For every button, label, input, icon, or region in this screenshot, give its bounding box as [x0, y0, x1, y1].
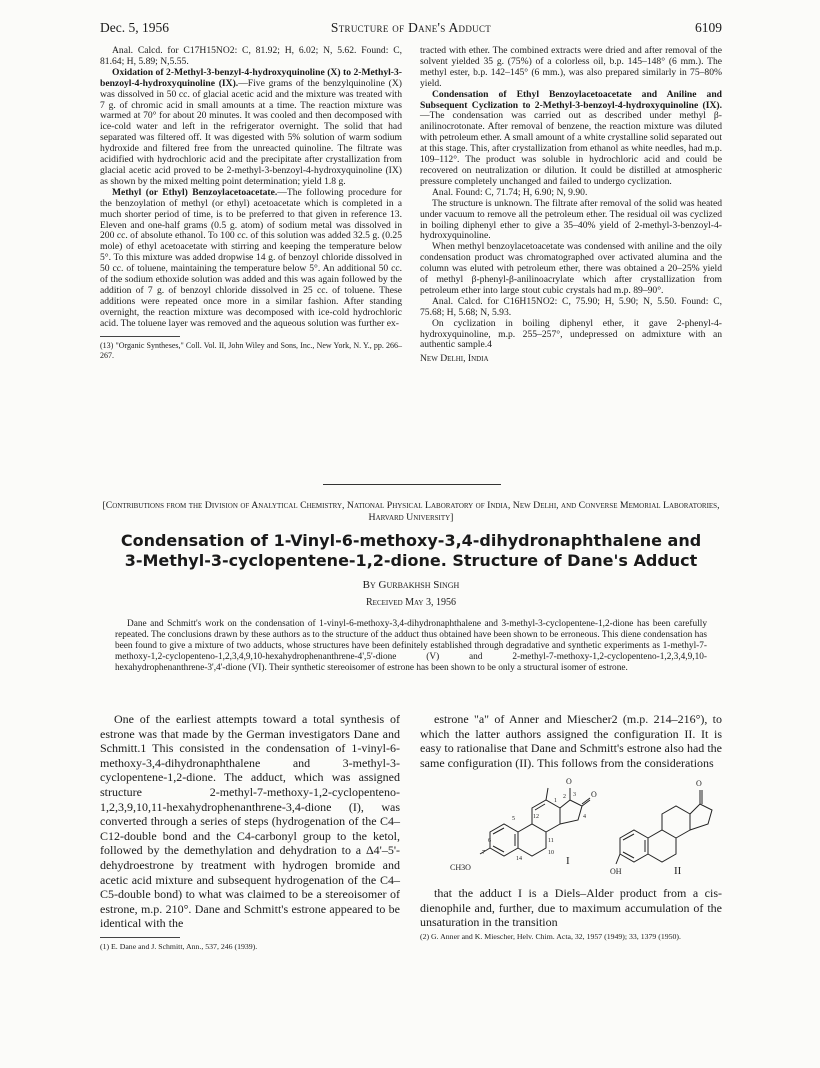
- continuation-paragraph: estrone "a" of Anner and Miescher2 (m.p. 214–216°), to which the latter authors assigned the configuration II. It is easy to rationalise that Dane and Schmitt's estrone also had the same configuration (II). This follows from the considerations: [420, 712, 722, 770]
- oxidation-heading: Oxidation of 2-Methyl-3-benzyl-4-hydroxyquinoline (X) to 2-Methyl-3-benzoyl-4-hydroxyquinoline (IX).: [100, 66, 402, 89]
- methyl-text: —The following procedure for the benzoylation of methyl (or ethyl) acetoacetate which is completed in a much shorter period of time, is to be preferred to that given in reference 13. Eleven and one-half grams (0.5 g. atom) of sodium metal was dissolved in 200 cc. of absolute ethanol. To 100 cc. of this solution was added 32.5 g. (0.25 mole) of ethyl acetoacetate with stirring and keeping the temperature below 5°. To this mixture was added dropwise 14 g. of benzoyl chloride dissolved in 50 cc. of toluene, maintaining the temperature below 5°. An additional 50 cc. of the sodium ethoxide solution was added and this was again followed by the addition of 7 g. of benzoyl chloride dissolved in 25 cc. of toluene. These additions were repeated once more in a similar fashion. After standing overnight, the reaction mixture was decomposed with ice-cold hydrochloric acid. The toluene layer was removed and the aqueous solution was further ex-: [100, 186, 402, 329]
- num-5: 5: [512, 816, 515, 822]
- extraction-paragraph: tracted with ether. The combined extracts were dried and after removal of the solvent yielded 35 g. (75%) of a colorless oil, b.p. 145–148° (6 mm.). The methyl ester, b.p. 142–145° (6 mm.), was also prepared similarly in 75–80% yield.: [420, 45, 722, 89]
- article-separator: [323, 484, 501, 485]
- num-6: 6: [488, 838, 491, 844]
- title-line-1: Condensation of 1-Vinyl-6-methoxy-3,4-dihydronaphthalene and: [120, 531, 702, 550]
- author-line: By Gurbakhsh Singh: [362, 579, 460, 591]
- cyclization-paragraph: On cyclization in boiling diphenyl ether, it gave 2-phenyl-4-hydroxyquinoline, m.p. 255–257°, undepressed on admixture with an authentic sample.4: [420, 317, 722, 351]
- article-title: [100, 531, 722, 571]
- methyl-heading: Methyl (or Ethyl) Benzoylacetoacetate.: [112, 186, 278, 198]
- label-II: II: [674, 865, 682, 877]
- abstract-text: Dane and Schmitt's work on the condensation of 1-vinyl-6-methoxy-3,4-dihydronaphthalene and 3-methyl-3-cyclopentene-1,2-dione has been carefully repeated. The conclusions drawn by these authors as to the structure of the adduct thus obtained have been shown to be erroneous. This diene condensation has been found to give a mixture of two adducts, whose structures have been definitely established through degradative and synthetic experiments as 1-methyl-7-methoxy-1,2-cyclopenteno-1,2,3,4,9,10-hexahydrophenanthrene-4',5'-dione (V) and 2-methyl-7-methoxy-1,2-cyclopenteno-1,2,3,4,9,10-hexahydrophenanthrene-3',4'-dione (VI). Their synthetic stereoisomer of estrone has been shown to be only a structural isomer of estrone.: [115, 619, 707, 673]
- place-line: New Delhi, India: [420, 353, 489, 365]
- experimental-right-column: [420, 46, 722, 365]
- header-running-title: Structure of Dane's Adduct: [330, 20, 492, 35]
- num-14: 14: [516, 856, 522, 862]
- oxidation-paragraph: [100, 68, 402, 188]
- structure-paragraph: The structure is unknown. The filtrate after removal of the solid was heated under vacuum to remove all the petroleum ether. The residual oil was cyclized in boiling diphenyl ether to give a 35–40% yield of 2-methyl-3-benzoyl-4-hydroxyquinoline.: [420, 197, 722, 242]
- label-O-2: O: [591, 790, 597, 799]
- num-4: 4: [583, 814, 586, 820]
- body-left-column: [100, 712, 400, 951]
- footnote-2: (2) G. Anner and K. Miescher, Helv. Chim. Acta, 32, 1957 (1949); 33, 1379 (1950).: [420, 931, 681, 941]
- condensation-heading: Condensation of Ethyl Benzoylacetoacetate and Aniline and Subsequent Cyclization to 2-Methyl-3-benzoyl-4-hydroxyquinoline (IX).: [420, 88, 722, 111]
- label-CH3O: CH3O: [450, 863, 471, 872]
- num-10: 10: [548, 850, 554, 856]
- intro-paragraph: One of the earliest attempts toward a total synthesis of estrone was that made by the German investigators Dane and Schmitt.1 This consisted in the condensation of 1-vinyl-6-methoxy-3,4-dihydronaphthalene and 3-methyl-3-cyclopentene-1,2-dione. The adduct, which was assigned structure 2-methyl-7-methoxy-1,2-cyclopenteno-1,2,3,9,10,11-hexahydrophenanthrene-3,4-dione (I), was converted through a series of steps (hydrogenation of the C4–C12-double bond and the C4-carbonyl group to the ketol, followed by the demethylation and dehydration to a Δ4'–5'-dehydroestrone by treatment with hydrogen bromide and acetic acid mixture and subsequent hydrogenation of the C4–C5-double bond) to what was claimed to be a stereoisomer of estrone, m.p. 210°. Dane and Schmitt's estrone appeared to be identical with the: [100, 712, 400, 931]
- num-3: 3: [573, 792, 576, 798]
- chromatography-paragraph: When methyl benzoylacetoacetate was condensed with aniline and the oily condensation product was chromatographed over activated alumina and the column was eluted with petroleum ether, there was obtained a 20–25% yield of methyl β-phenyl-β-anilinoacrylate which after crystallization from petroleum ether into large stout cubic crystals had m.p. 89–90°.: [420, 241, 722, 296]
- oxidation-text: —Five grams of the benzylquinoline (X) was dissolved in 50 cc. of glacial acetic acid and the mixture was treated with 7 g. of chromic acid in small amounts at a time. The reaction mixture was warmed at 70° for about 20 minutes. It was cooled and then decomposed with ice-cold water and left in the refrigerator overnight. The solid that had separated was filtered off. It was digested with 5% solution of warm sodium hydroxide and filtered free from the unreacted quinoline. The filtrate was acidified with hydrochloric acid and the precipitate after crystallization from glacial acetic acid proved to be 2-methyl-3-benzoyl-4-hydroxyquinoline (IX) as shown by the mixed melting point determination; yield 1.8 g.: [100, 77, 402, 187]
- num-7: 7: [482, 850, 485, 856]
- anal-result-1: Anal. Calcd. for C17H15NO2: C, 81.92; H, 6.02; N, 5.62. Found: C, 81.64; H, 5.89; N,5.55.: [100, 45, 402, 67]
- num-11: 11: [548, 838, 554, 844]
- structures-figure: [420, 772, 722, 880]
- running-header: [100, 20, 722, 42]
- condensation-paragraph: [420, 90, 722, 188]
- abstract: [115, 619, 707, 674]
- label-I: I: [566, 855, 570, 867]
- header-page-number: 6109: [695, 20, 722, 35]
- structure-labels: [450, 777, 702, 877]
- num-2: 2: [563, 794, 566, 800]
- experimental-left-column: [100, 46, 402, 361]
- body-footnote-rule: [100, 937, 180, 938]
- contribution-line: [Contributions from the Division of Analytical Chemistry, National Physical Laboratory of India, New Delhi, and Converse Memorial Laboratories, Harvard University]: [102, 500, 720, 523]
- header-date: Dec. 5, 1956: [100, 20, 169, 35]
- footnote-1: (1) E. Dane and J. Schmitt, Ann., 537, 246 (1939).: [100, 941, 258, 951]
- anal-result-2: Anal. Found: C, 71.74; H, 6.90; N, 9.90.: [432, 186, 588, 198]
- benzoylacetoacetate-paragraph: [100, 188, 402, 330]
- body-right-top: [420, 712, 722, 770]
- footnote-13: (13) "Organic Syntheses," Coll. Vol. II, John Wiley and Sons, Inc., New York, N. Y., pp. 266–267.: [100, 340, 402, 360]
- diels-alder-paragraph: that the adduct I is a Diels–Alder product from a cis-dienophile and, further, due to maximum accumulation of the unsaturation in the transition: [420, 886, 722, 930]
- structure-II-bonds: [616, 790, 712, 864]
- structure-I-bonds: [480, 788, 590, 856]
- anal-result-3: Anal. Calcd. for C16H15NO2: C, 75.90; H, 5.90; N, 5.50. Found: C, 75.68; H, 5.68; N, 5.93.: [420, 295, 722, 318]
- num-12: 12: [533, 814, 539, 820]
- title-line-2: 3-Methyl-3-cyclopentene-1,2-dione. Structure of Dane's Adduct: [124, 551, 698, 570]
- label-O-II: O: [696, 779, 702, 788]
- label-O-1: O: [566, 777, 572, 786]
- footnote-rule: [100, 336, 180, 337]
- num-1: 1: [554, 798, 557, 804]
- condensation-text: —The condensation was carried out as described under methyl β-anilinocrotonate. After removal of benzene, the reaction mixture was diluted with petroleum ether. A small amount of a white crystalline solid separated out at this stage. This, after crystallization from ethanol as white needles, had m.p. 109–112°. The product was soluble in hydrochloric acid and could be recovered on neutralization or dilution. It could be distilled at atmospheric pressure completely unchanged and failed to undergo cyclization.: [420, 110, 722, 187]
- label-OH: OH: [610, 867, 622, 876]
- body-right-bottom: [420, 886, 722, 941]
- received-line: Received May 3, 1956: [366, 597, 456, 608]
